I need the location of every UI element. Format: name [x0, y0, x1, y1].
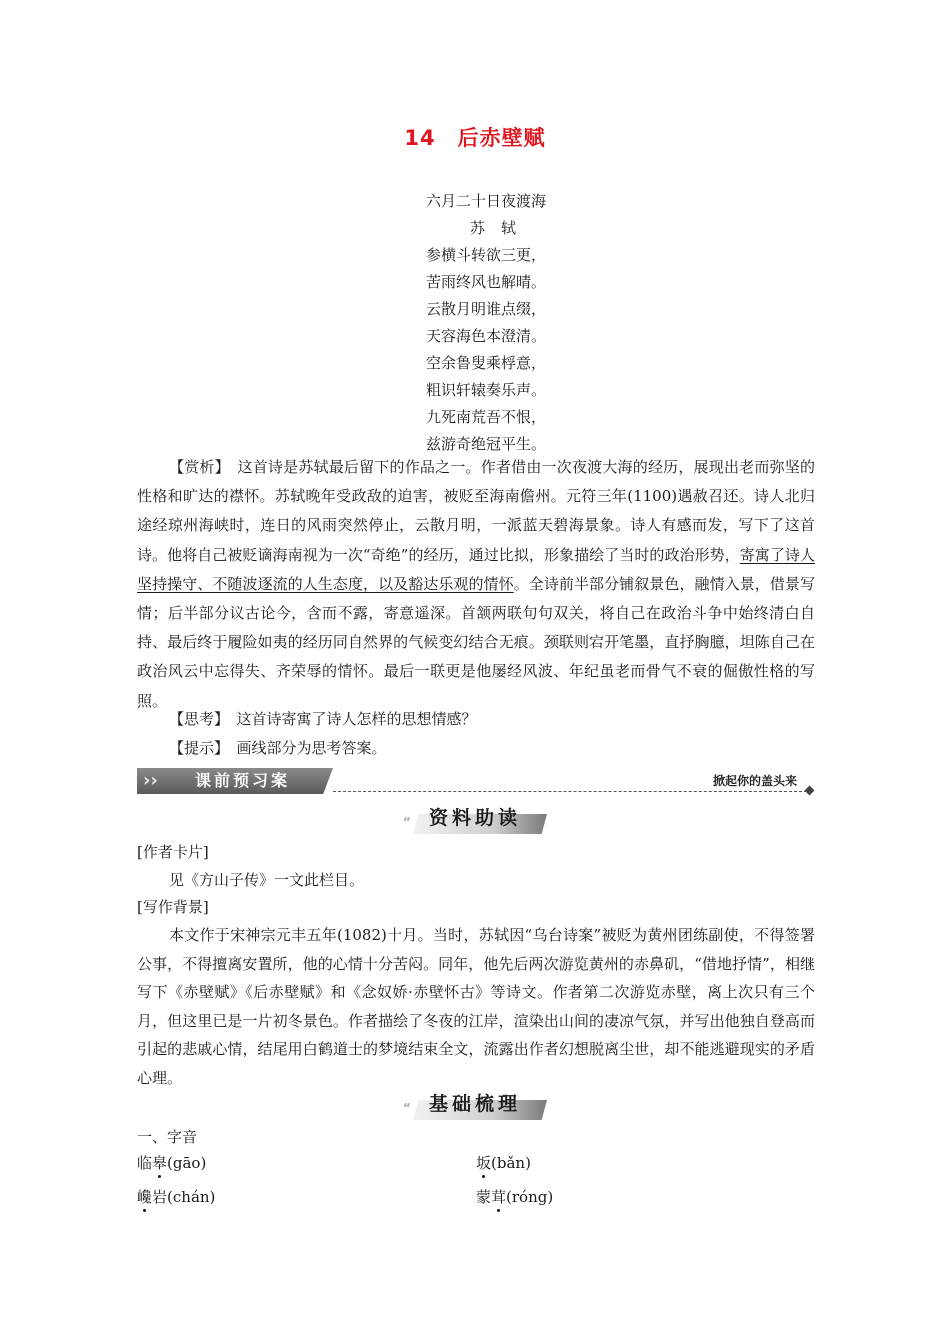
poem-line: 九死南荒吾不恨，	[426, 408, 547, 426]
appreciation-underlined-answer: 寄寓了诗人坚持操守、不随波逐流的人生态度，以及豁达乐观的情怀	[137, 545, 815, 593]
phonetic-item	[137, 1152, 206, 1173]
poem-line: 苦雨终风也解晴。	[426, 273, 547, 291]
phonetic-pinyin: (chán)	[167, 1188, 216, 1206]
background-text: 本文作于宋神宗元丰五年(1082)十月。当时，苏轼因“乌台诗案”被贬为黄州团练副使，不得签署公事，不得擅离安置所，他的心情十分苦闷。同年，他先后两次游览黄州的赤鼻矶，“借地抒情”，相继写下《赤壁赋》《后赤壁赋》和《念奴娇·赤壁怀古》等诗文。作者第二次游览赤壁，离上次只有三个月，但这里已是一片初冬景色。作者描绘了冬夜的江岸，渲染出山间的凄凉气氛，并写出他独自登高而引起的悲戚心情，结尾用白鹤道士的梦境结束全文，流露出作者幻想脱离尘世，却不能逃避现实的矛盾心理。	[137, 926, 815, 1087]
banner-rule	[333, 791, 807, 792]
phonetic-dotted-char: 茸	[491, 1188, 507, 1206]
poem-line: 粗识轩辕奏乐声。	[426, 381, 547, 399]
banner-label: 课前预习案	[195, 771, 291, 790]
poem-line: 兹游奇绝冠平生。	[426, 435, 547, 453]
preview-banner	[137, 766, 815, 798]
think-label: 【思考】	[169, 710, 222, 728]
hint-paragraph	[137, 734, 815, 763]
hint-text: 画线部分为思考答案。	[236, 739, 387, 757]
chevron-right-icon: ››	[143, 770, 158, 791]
hint-label: 【提示】	[169, 739, 222, 757]
think-paragraph	[137, 705, 815, 734]
phonetic-post: 岩	[152, 1188, 168, 1206]
phonetic-item	[476, 1186, 553, 1207]
phonetic-pre: 蒙	[476, 1188, 492, 1206]
poem-author-surname: 苏	[470, 219, 486, 237]
phonetic-item	[476, 1152, 531, 1173]
page-title: 14 后赤壁赋	[404, 126, 546, 150]
banner-slogan: 掀起你的盖头来	[712, 774, 797, 788]
section-reading-heading	[0, 802, 950, 834]
appreciation-text-a: 这首诗是苏轼最后留下的作品之一。作者借由一次夜渡大海的经历，展现出老而弥坚的性格和旷达的襟怀。苏轼晚年受政敌的迫害，被贬至海南儋州。元符三年(1100)遇赦召还。诗人北归途经琼州海峡时，连日的风雨突然停止，云散月明，一派蓝天碧海景象。诗人有感而发，写下了这首诗。他将自己被贬谪海南视为一次“奇绝”的经历，通过比拟，形象描绘了当时的政治形势，	[137, 458, 815, 564]
appreciation-label: 【赏析】	[169, 458, 223, 476]
section-basics-title: 基础梳理	[428, 1093, 521, 1115]
background-label: [写作背景]	[137, 898, 209, 916]
poem	[426, 188, 546, 458]
phonetic-pre: 临	[137, 1154, 153, 1172]
phonetic-pinyin: (róng)	[506, 1188, 554, 1206]
diamond-icon	[805, 786, 815, 796]
phonetic-dotted-char: 巉	[137, 1188, 153, 1206]
phonetic-pinyin: (gāo)	[167, 1154, 207, 1172]
poem-author-given: 轼	[501, 219, 517, 237]
appreciation-paragraph	[137, 453, 815, 716]
poem-line: 云散月明谁点缀，	[426, 300, 547, 318]
section-basics-heading	[0, 1088, 950, 1120]
poem-line: 天容海色本澄清。	[426, 327, 547, 345]
poem-line: 参横斗转欲三更，	[426, 246, 547, 264]
quote-mark-icon: “	[402, 1101, 411, 1115]
appreciation-text-b: 。全诗前半部分铺叙景色，融情入景，借景写情；后半部分议古论今，含而不露，寄意遥深。首颔两联句句双关，将自己在政治斗争中始终清白自持、最后终于履险如夷的经历同自然界的气候变幻结合无痕。颈联则宕开笔墨，直抒胸臆，坦陈自己在政治风云中忘得失、齐荣辱的情怀。最后一联更是他屡经风波、年纪虽老而骨气不衰的倔傲性格的写照。	[137, 574, 815, 710]
poem-title: 六月二十日夜渡海	[426, 192, 547, 210]
quote-mark-icon: “	[402, 815, 411, 829]
section-reading-title: 资料助读	[428, 807, 521, 829]
poem-author	[470, 215, 546, 242]
author-card-label: [作者卡片]	[137, 843, 209, 861]
author-card-text: 见《方山子传》一文此栏目。	[169, 871, 365, 889]
phonetic-dotted-char: 皋	[152, 1154, 168, 1172]
phonetics-heading: 一、字音	[137, 1128, 198, 1146]
phonetic-dotted-char: 坂	[476, 1154, 492, 1172]
phonetic-item	[137, 1186, 215, 1207]
phonetic-pinyin: (bǎn)	[491, 1154, 531, 1172]
think-text: 这首诗寄寓了诗人怎样的思想情感？	[236, 710, 477, 728]
poem-line: 空余鲁叟乘桴意，	[426, 354, 547, 372]
